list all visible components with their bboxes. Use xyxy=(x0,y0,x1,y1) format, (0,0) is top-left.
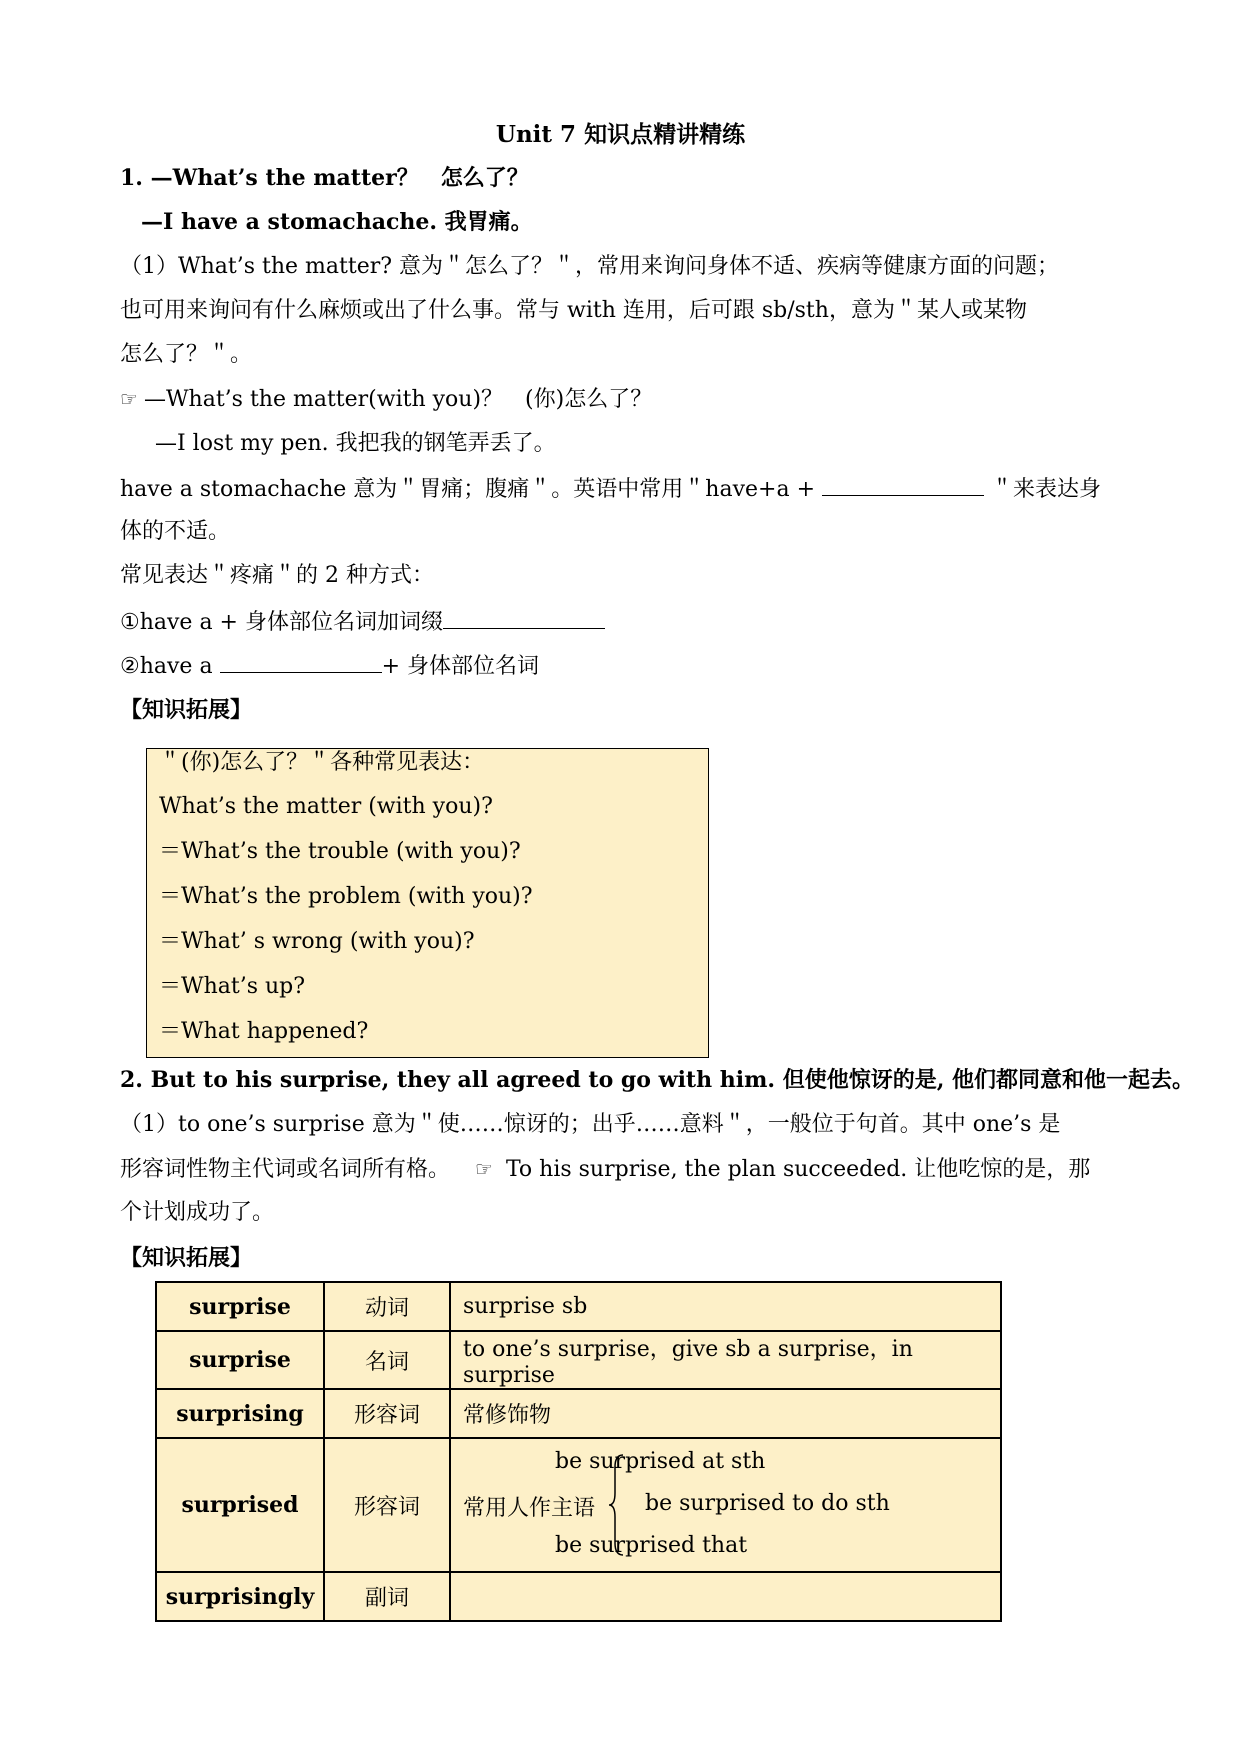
section2-question: 2. But to his surprise, they all agreed to go with him. 但使他惊讶的是, 他们都同意和他一起去。 xyxy=(120,1067,1195,1093)
way1-text: ①have a + 身体部位名词加词缀 xyxy=(120,610,443,635)
word-cell: surprised xyxy=(156,1438,324,1572)
section1-example-line2: —I lost my pen. 我把我的钢笔弄丢了。 xyxy=(155,431,556,456)
box-line: ＝What’s up? xyxy=(159,974,306,999)
way2-text-a: ②have a xyxy=(120,654,213,679)
word-forms-table xyxy=(155,1281,1002,1622)
section2-para1-line2 xyxy=(120,1154,1090,1185)
table-row xyxy=(156,1389,1001,1438)
para2-text-a: have a stomachache 意为＂胃痛；腹痛＂。英语中常用＂have+a + xyxy=(120,477,816,502)
box-line: ＝What’ s wrong (with you)? xyxy=(159,929,475,954)
section1-para2-line2: 体的不适。 xyxy=(120,519,231,544)
para2-text-b: ＂来表达身 xyxy=(991,477,1102,502)
knowledge-extension-heading-2: 【知识拓展】 xyxy=(120,1245,253,1271)
pointing-hand-icon: ☞ xyxy=(475,1157,493,1181)
pointing-hand-icon: ☞ xyxy=(120,387,138,411)
usage-option: be surprised to do sth xyxy=(645,1491,890,1516)
word-cell: surprising xyxy=(156,1389,324,1438)
pos-cell: 形容词 xyxy=(324,1389,450,1438)
section1-example-line1 xyxy=(120,384,652,415)
expressions-box xyxy=(146,748,709,1058)
usage-group xyxy=(451,1439,971,1571)
fill-blank[interactable] xyxy=(220,650,382,673)
usage-cell xyxy=(450,1438,1001,1572)
section1-para1-line1: （1）What’s the matter? 意为＂怎么了？＂，常用来询问身体不适、疾病等健康方面的问题； xyxy=(120,254,1060,279)
section1-para1-line2: 也可用来询问有什么麻烦或出了什么事。常与 with 连用，后可跟 sb/sth，意为＂某人或某物 xyxy=(120,298,1027,323)
section2-para1-line1: （1）to one’s surprise 意为＂使……惊讶的；出乎……意料＂，一般位于句首。其中 one’s 是 xyxy=(120,1112,1061,1137)
usage-main: 常用人作主语 xyxy=(463,1496,596,1521)
box-line: ＝What’s the problem (with you)? xyxy=(159,884,533,909)
pos-cell: 名词 xyxy=(324,1331,450,1389)
box-line: ＝What happened? xyxy=(159,1019,369,1044)
pos-cell: 副词 xyxy=(324,1572,450,1621)
fill-blank[interactable] xyxy=(822,473,984,496)
section1-para1-line3: 怎么了？＂。 xyxy=(120,342,253,367)
box-line: ＝What’s the trouble (with you)? xyxy=(159,839,521,864)
table-row xyxy=(156,1438,1001,1572)
box-line: ＂(你)怎么了？＂各种常见表达： xyxy=(159,750,485,775)
way2-text-b: + 身体部位名词 xyxy=(381,654,540,679)
usage-cell: surprise sb xyxy=(450,1282,1001,1331)
word-cell: surprise xyxy=(156,1331,324,1389)
word-cell: surprise xyxy=(156,1282,324,1331)
usage-cell xyxy=(450,1572,1001,1621)
section1-question: 1. —What’s the matter？ 怎么了？ xyxy=(120,165,529,191)
example-text: —What’s the matter(with you)？ (你)怎么了？ xyxy=(143,387,653,412)
section2-text-a: 形容词性物主代词或名词所有格。 xyxy=(120,1157,451,1182)
usage-cell: to one’s surprise，give sb a surprise，in surprise xyxy=(450,1331,1001,1389)
fill-blank[interactable] xyxy=(443,606,605,629)
section1-answer: —I have a stomachache. 我胃痛。 xyxy=(141,209,533,235)
box-line: What’s the matter (with you)? xyxy=(159,794,493,819)
word-cell: surprisingly xyxy=(156,1572,324,1621)
table-row xyxy=(156,1572,1001,1621)
way2-line xyxy=(120,650,539,682)
way1-line xyxy=(120,606,605,638)
section1-para3: 常见表达＂疼痛＂的 2 种方式： xyxy=(120,563,434,588)
page-title: Unit 7 知识点精讲精练 xyxy=(495,121,746,148)
section1-para2-line1 xyxy=(120,473,1101,505)
usage-option: be surprised at sth xyxy=(555,1449,766,1474)
table-row xyxy=(156,1331,1001,1389)
usage-cell: 常修饰物 xyxy=(450,1389,1001,1438)
section2-example: To his surprise, the plan succeeded. 让他吃惊的是，那 xyxy=(505,1157,1091,1182)
pos-cell: 形容词 xyxy=(324,1438,450,1572)
table-row xyxy=(156,1282,1001,1331)
section2-para1-line3: 个计划成功了。 xyxy=(120,1200,275,1225)
knowledge-extension-heading: 【知识拓展】 xyxy=(120,697,253,723)
usage-option: be surprised that xyxy=(555,1533,748,1558)
pos-cell: 动词 xyxy=(324,1282,450,1331)
